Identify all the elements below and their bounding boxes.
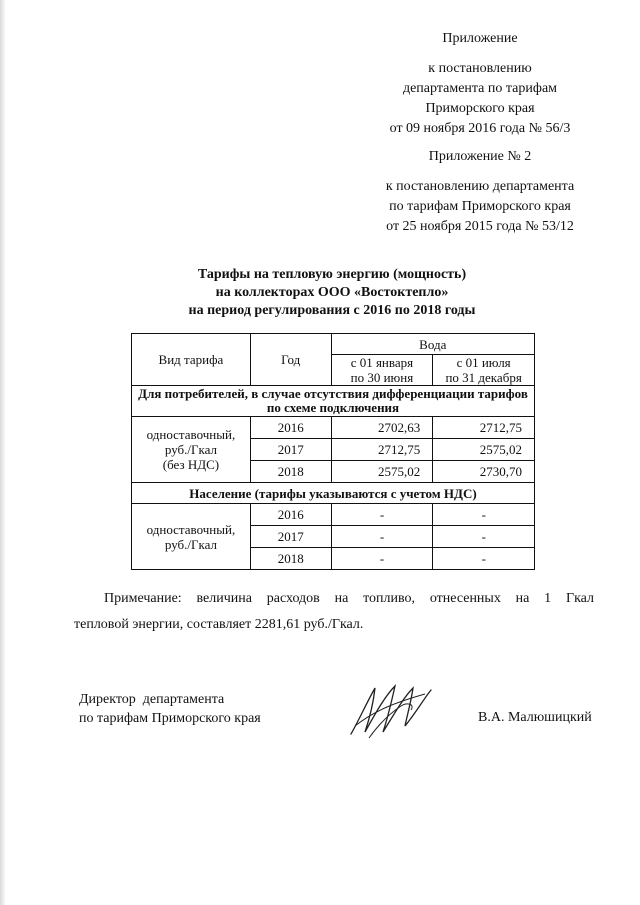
appendix-line: Приморского края — [425, 101, 535, 116]
appendix-heading: Приложение — [442, 31, 518, 46]
signatory-position — [79, 690, 261, 728]
tariff-value-h2: 2712,75 — [433, 417, 535, 439]
note-line: Примечание: величина расходов на топливо, отнесенных на 1 Гкал — [104, 591, 594, 606]
appendix2-header — [360, 147, 600, 237]
year-cell: 2016 — [250, 417, 331, 439]
year-cell: 2017 — [250, 439, 331, 461]
period2-line: с 01 июля — [456, 355, 511, 370]
table-row — [132, 504, 535, 526]
appendix-header — [360, 29, 600, 139]
signatory-position-line: по тарифам Приморского края — [79, 711, 261, 726]
tariff-value-h1: 2712,75 — [331, 439, 433, 461]
tariff-type-cell — [132, 504, 251, 570]
col-header-year: Год — [250, 334, 331, 386]
tariff-type-line: одноставочный, — [146, 427, 236, 442]
period1-line: с 01 января — [350, 355, 414, 370]
appendix2-heading: Приложение № 2 — [428, 149, 532, 164]
year-cell: 2018 — [250, 548, 331, 570]
scan-edge — [0, 0, 6, 905]
note-line: тепловой энергии, составляет 2281,61 руб./Гкал. — [74, 617, 364, 632]
tariff-value-h2: 2575,02 — [433, 439, 535, 461]
tariff-value-h2: 2730,70 — [433, 461, 535, 483]
year-cell: 2017 — [250, 526, 331, 548]
year-cell: 2016 — [250, 504, 331, 526]
tariff-type-line: (без НДС) — [162, 457, 220, 472]
section-row — [132, 483, 535, 504]
col-header-tariff: Вид тарифа — [132, 334, 251, 386]
tariff-type-line: руб./Гкал — [164, 536, 217, 552]
period2-line: по 31 декабря — [445, 370, 522, 385]
period1-line: по 30 июня — [350, 370, 414, 385]
section-row — [132, 386, 535, 417]
col-header-period1 — [331, 355, 433, 386]
appendix-line: департамента по тарифам — [402, 81, 558, 96]
tariff-table — [131, 333, 535, 570]
document-title — [120, 266, 544, 320]
appendix2-line: к постановлению департамента — [385, 179, 575, 194]
section1-title: Для потребителей, в случае отсутствия дифференциации тарифов по схеме подключения — [132, 386, 535, 417]
tariff-value-h1: - — [331, 548, 433, 570]
tariff-value-h1: 2575,02 — [331, 461, 433, 483]
tariff-value-h2: - — [433, 526, 535, 548]
signatory-name: В.А. Малюшицкий — [478, 710, 592, 725]
appendix2-line: от 25 ноября 2015 года № 53/12 — [386, 219, 574, 234]
table-row — [132, 417, 535, 439]
table-header-row — [132, 334, 535, 355]
appendix2-line: по тарифам Приморского края — [389, 199, 571, 214]
col-header-water: Вода — [331, 334, 534, 355]
tariff-type-line: руб./Гкал — [164, 442, 217, 457]
tariff-type-line: одноставочный, — [146, 521, 236, 537]
section2-title: Население (тарифы указываются с учетом НДС) — [132, 483, 535, 504]
tariff-value-h2: - — [433, 548, 535, 570]
appendix-line: к постановлению — [428, 61, 532, 76]
title-line: на период регулирования с 2016 по 2018 годы — [188, 303, 476, 318]
handwritten-signature — [345, 680, 435, 740]
title-line: Тарифы на тепловую энергию (мощность) — [197, 267, 467, 282]
tariff-type-cell — [132, 417, 251, 483]
appendix-line: от 09 ноября 2016 года № 56/3 — [389, 121, 571, 136]
tariff-value-h2: - — [433, 504, 535, 526]
note-paragraph — [74, 586, 594, 638]
signatory-position-line: Директор департамента — [79, 692, 225, 707]
tariff-value-h1: 2702,63 — [331, 417, 433, 439]
tariff-value-h1: - — [331, 504, 433, 526]
title-line: на коллекторах ООО «Востоктепло» — [215, 285, 449, 300]
col-header-period2 — [433, 355, 535, 386]
year-cell: 2018 — [250, 461, 331, 483]
tariff-value-h1: - — [331, 526, 433, 548]
